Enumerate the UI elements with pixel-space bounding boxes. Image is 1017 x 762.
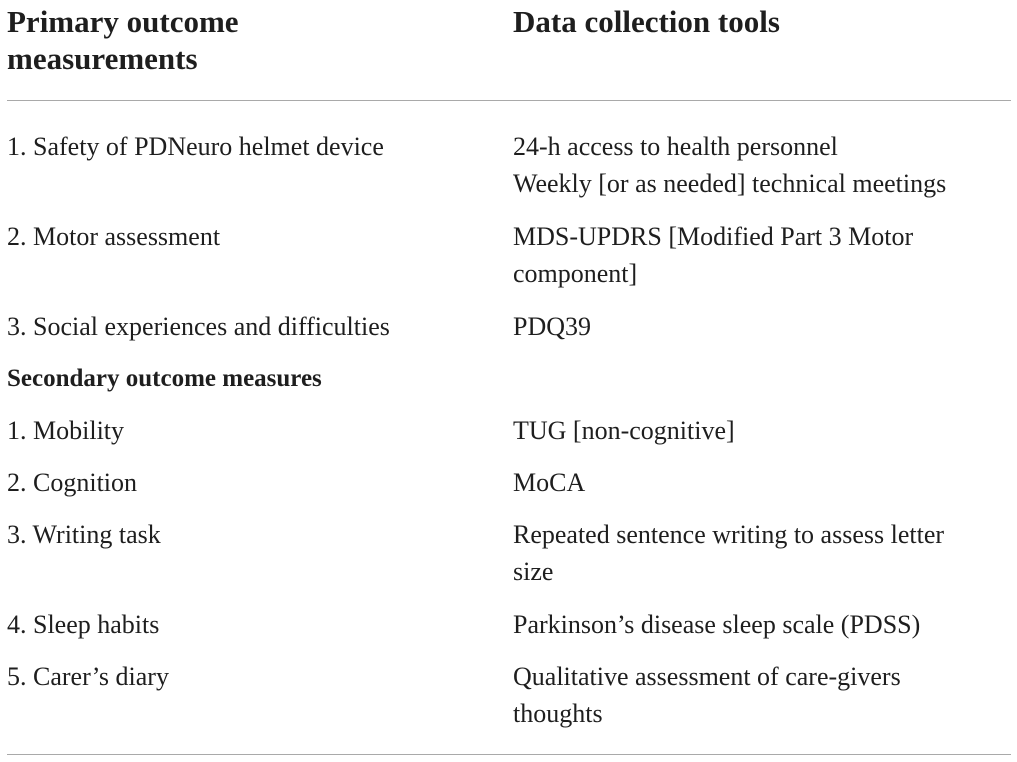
header-primary-outcome: Primary outcome measurements (7, 4, 239, 76)
measure-cell: 3. Social experiences and difficulties (7, 312, 390, 341)
header-divider (7, 100, 1011, 101)
table-bottom-rule (7, 754, 1011, 755)
table-row (0, 516, 1017, 606)
measure-cell: 2. Motor assessment (7, 222, 221, 251)
tool-cell: 24-h access to health personnel Weekly [or as needed] technical meetings (513, 132, 947, 198)
measure-cell: 2. Cognition (7, 468, 138, 497)
table-row (0, 658, 1017, 748)
section-heading-row (0, 360, 1017, 412)
measure-cell: 1. Safety of PDNeuro helmet device (7, 132, 384, 161)
table-body (0, 128, 1017, 748)
tool-cell: Parkinson’s disease sleep scale (PDSS) (513, 610, 921, 639)
tool-cell: TUG [non-cognitive] (513, 416, 735, 445)
header-data-collection-tools: Data collection tools (513, 4, 780, 39)
table-row (0, 218, 1017, 308)
measure-cell: 4. Sleep habits (7, 610, 160, 639)
section-heading: Secondary outcome measures (7, 365, 322, 392)
table-row (0, 128, 1017, 218)
measure-cell: 5. Carer’s diary (7, 662, 169, 691)
measure-cell: 3. Writing task (7, 520, 161, 549)
tool-cell: Repeated sentence writing to assess letter size (513, 520, 945, 586)
table-row (0, 308, 1017, 360)
tool-cell: MDS-UPDRS [Modified Part 3 Motor component] (513, 222, 914, 288)
table-row (0, 606, 1017, 658)
table-row (0, 464, 1017, 516)
tool-cell: PDQ39 (513, 312, 592, 341)
tool-cell: MoCA (513, 468, 586, 497)
table-row (0, 412, 1017, 464)
tool-cell: Qualitative assessment of care-givers thoughts (513, 662, 901, 728)
measure-cell: 1. Mobility (7, 416, 125, 445)
table-header (0, 0, 1017, 100)
